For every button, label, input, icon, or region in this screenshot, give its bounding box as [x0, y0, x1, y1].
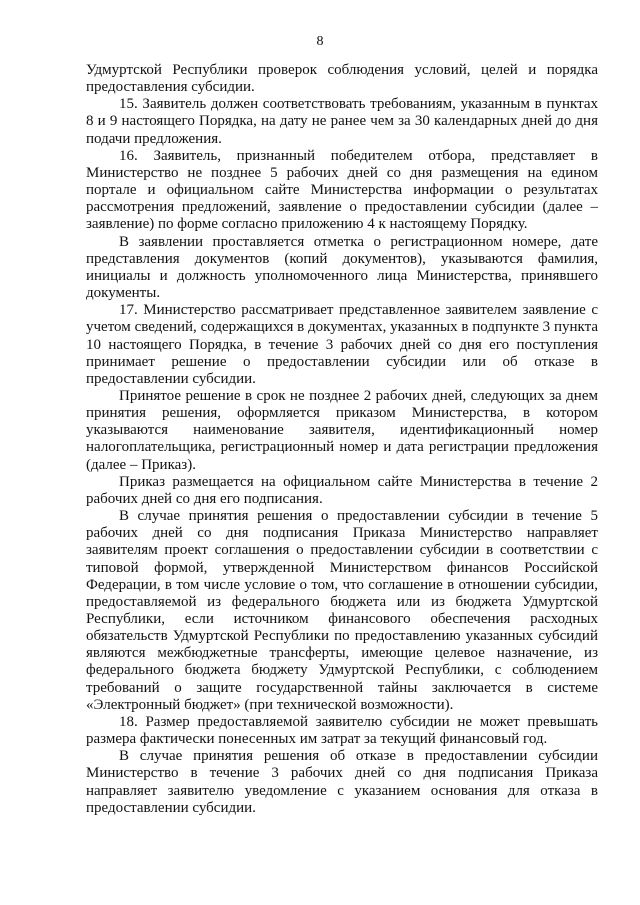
paragraph-agreement-draft: В случае принятия решения о предоставлении субсидии в течение 5 рабочих дней со дня подписания Приказа Министерство направляет заявителям проект соглашения о предоставлении субсидии в соответствии с типовой формой, утвержденной Министерством финансов Российской Федерации, в том числе условие о том, что соглашение в отношении субсидии, предоставляемой из федерального бюджета или из бюджета Удмуртской Республики, если источником финансового обеспечения расходных обязательств Удмуртской Республики по предоставлению указанных субсидий являются межбюджетные трансферты, имеющие целевое назначение, из федерального бюджета бюджету Удмуртской Республики, с соблюдением требований о защите государственной тайны заключается в системе «Электронный бюджет» (при технической возможности).: [86, 508, 598, 713]
paragraph-continuation: Удмуртской Республики проверок соблюдения условий, целей и порядка предоставления субсидии.: [86, 62, 598, 96]
paragraph-order-publication: Приказ размещается на официальном сайте Министерства в течение 2 рабочих дней со дня его подписания.: [86, 473, 598, 507]
page-number: 8: [316, 34, 324, 49]
paragraph-decision-order: Принятое решение в срок не позднее 2 рабочих дней, следующих за днем принятия решения, оформляется приказом Министерства, в котором указываются наименование заявителя, идентификационный номер налогоплательщика, регистрационный номер и дата регистрации предложения (далее – Приказ).: [86, 387, 598, 473]
document-body: [86, 62, 598, 817]
paragraph-refusal-notice: В случае принятия решения об отказе в предоставлении субсидии Министерство в течение 3 рабочих дней со дня подписания Приказа направляет заявителю уведомление с указанием основания для отказа в предоставлении субсидии.: [86, 748, 598, 816]
paragraph-application-mark: В заявлении проставляется отметка о регистрационном номере, дате представления документов (копий документов), указываются фамилия, инициалы и должность уполномоченного лица Министерства, принявшего документы.: [86, 233, 598, 302]
paragraph-item-16: 16. Заявитель, признанный победителем отбора, представляет в Министерство не позднее 5 рабочих дней со дня размещения на едином портале и официальном сайте Министерства информации о результатах рассмотрения предложений, заявление о предоставлении субсидии (далее – заявление) по форме согласно приложению 4 к настоящему Порядку.: [86, 147, 598, 233]
paragraph-item-15: 15. Заявитель должен соответствовать требованиям, указанным в пунктах 8 и 9 настоящего Порядка, на дату не ранее чем за 30 календарных дней до дня подачи предложения.: [86, 96, 598, 147]
paragraph-item-18: 18. Размер предоставляемой заявителю субсидии не может превышать размера фактически понесенных им затрат за текущий финансовый год.: [86, 713, 598, 748]
paragraph-item-17: 17. Министерство рассматривает представленное заявителем заявление с учетом сведений, содержащихся в документах, указанных в подпункте 3 пункта 10 настоящего Порядка, в течение 3 рабочих дней со дня его поступления принимает решение о предоставлении субсидии или об отказе в предоставлении субсидии.: [86, 302, 598, 387]
